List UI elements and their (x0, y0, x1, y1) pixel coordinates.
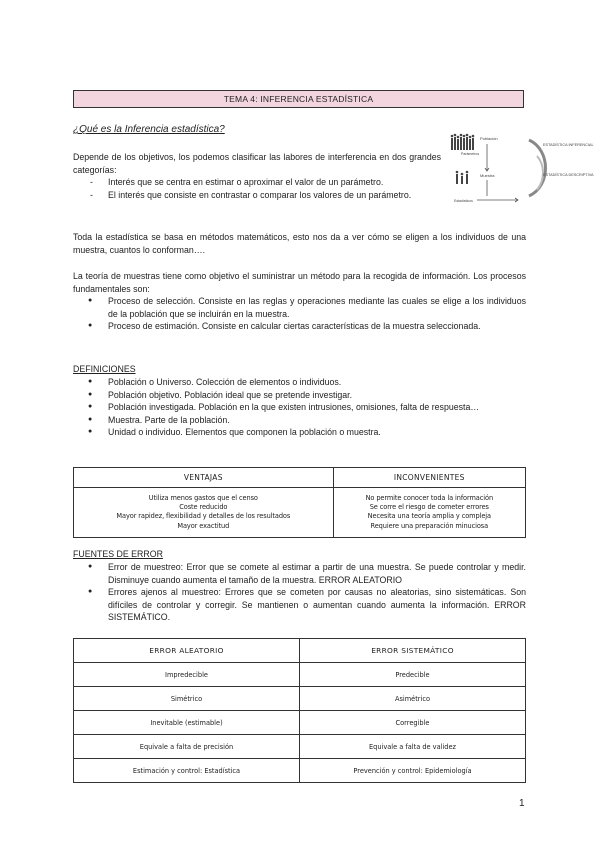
diagram-label-poblacion: Población (480, 136, 498, 141)
intro-text: Depende de los objetivos, los podemos clasificar las labores de interferencia en dos grandes categorías: (73, 152, 441, 175)
table-row (74, 735, 526, 759)
list-item: ● Población objetivo. Población ideal que se pretende investigar. (73, 389, 526, 402)
procesos-list (73, 295, 526, 333)
definiciones-heading: DEFINICIONES (73, 364, 136, 374)
intro-paragraph (73, 151, 441, 201)
table-cell-line: Se corre el riesgo de cometer errores (369, 503, 489, 512)
table-header: INCONVENIENTES (333, 468, 525, 488)
fuentes-heading: FUENTES DE ERROR (73, 549, 163, 559)
table-cell: Inevitable (estimable) (74, 711, 300, 735)
ventajas-table (73, 467, 526, 538)
table-cell-line: Mayor rapidez, flexibilidad y detalles de los resultados (116, 512, 291, 521)
population-figures-icon (451, 134, 475, 150)
table-cell: Impredecible (74, 663, 300, 687)
list-item: ● Error de muestreo: Error que se comete al estimar a partir de una muestra. Se puede controlar y medir. Disminuye cuando aumenta el tamaño de la muestra. ERROR ALEATORIO (73, 561, 526, 586)
ventajas-cell (74, 488, 334, 538)
list-item: ● Muestra. Parte de la población. (73, 414, 526, 427)
sample-figures-icon (456, 171, 469, 184)
list-item: ● Unidad o individuo. Elementos que componen la población o muestra. (73, 426, 526, 439)
table-row (74, 663, 526, 687)
table-row (74, 488, 526, 538)
table-cell-line: No permite conocer toda la información (365, 494, 494, 502)
inconvenientes-cell (333, 488, 525, 538)
table-header-row (74, 468, 526, 488)
table-cell-line: Utiliza menos gastos que el censo (148, 494, 258, 502)
diagram-label-descriptiva: ESTADÍSTICA DESCRIPTIVA (543, 173, 594, 177)
paragraph-text: La teoría de muestras tiene como objetivo el suministrar un método para la recogida de información. Los procesos fundamentales son: (73, 271, 526, 294)
fuentes-list (73, 561, 526, 624)
list-item: ● Población investigada. Población en la que existen intrusiones, omisiones, falta de respuesta… (73, 401, 526, 414)
table-cell: Equivale a falta de precisión (74, 735, 300, 759)
table-cell: Simétrico (74, 687, 300, 711)
diagram-label-parametros: Parámetros (461, 152, 480, 156)
table-header: VENTAJAS (74, 468, 334, 488)
paragraph-metodos: Toda la estadística se basa en métodos matemáticos, esto nos da a ver cómo se eligen a los individuos de una muestra, cuantos lo conforman…. (73, 232, 526, 255)
inference-diagram (447, 130, 594, 212)
definiciones-list (73, 376, 526, 439)
table-cell-line: Requiere una preparación minuciosa (370, 521, 489, 530)
table-row (74, 687, 526, 711)
table-cell: Equivale a falta de validez (300, 735, 526, 759)
diagram-label-muestra: Muestra (480, 173, 495, 178)
table-cell-line: Necesita una teoría amplia y compleja (367, 512, 491, 521)
section-question: ¿Qué es la Inferencia estadística? (73, 124, 225, 135)
paragraph-teoria-muestras (73, 270, 526, 333)
table-row (74, 759, 526, 783)
list-item: - El interés que consiste en contrastar o comparar los valores de un parámetro. (73, 189, 441, 202)
list-item: ● Proceso de estimación. Consiste en calcular ciertas características de la muestra seleccionada. (73, 320, 526, 333)
list-item: ● Errores ajenos al muestreo: Errores que se cometen por causas no aleatorias, sino sistemáticas. Son difíciles de controlar y corregir. Se mantienen o aumentan cuando aumenta la información. ERROR SISTEMÁTICO. (73, 586, 526, 624)
table-row (74, 711, 526, 735)
diagram-label-estadisticos: Estadísticos (454, 199, 473, 203)
table-cell: Prevención y control: Epidemiología (300, 759, 526, 783)
table-header: ERROR ALEATORIO (74, 639, 300, 663)
list-item: - Interés que se centra en estimar o aproximar el valor de un parámetro. (73, 176, 441, 189)
definiciones-section (73, 376, 526, 439)
fuentes-section (73, 561, 526, 624)
table-header: ERROR SISTEMÁTICO (300, 639, 526, 663)
list-item: ● Población o Universo. Colección de elementos o individuos. (73, 376, 526, 389)
table-cell: Asimétrico (300, 687, 526, 711)
page-number: 1 (519, 798, 525, 809)
table-cell-line: Mayor exactitud (177, 521, 230, 530)
error-table (73, 638, 526, 783)
table-cell-line: Coste reducido (179, 503, 228, 512)
table-cell: Corregible (300, 711, 526, 735)
page-title: TEMA 4: INFERENCIA ESTADÍSTICA (73, 90, 524, 108)
list-item: ● Proceso de selección. Consiste en las reglas y operaciones mediante las cuales se elige a los individuos de la población que se incluirán en la muestra. (73, 295, 526, 320)
intro-list (73, 176, 441, 201)
table-cell: Estimación y control: Estadística (74, 759, 300, 783)
table-cell: Predecible (300, 663, 526, 687)
table-header-row (74, 639, 526, 663)
diagram-label-inferencial: ESTADÍSTICA INFERENCIAL (543, 143, 594, 147)
